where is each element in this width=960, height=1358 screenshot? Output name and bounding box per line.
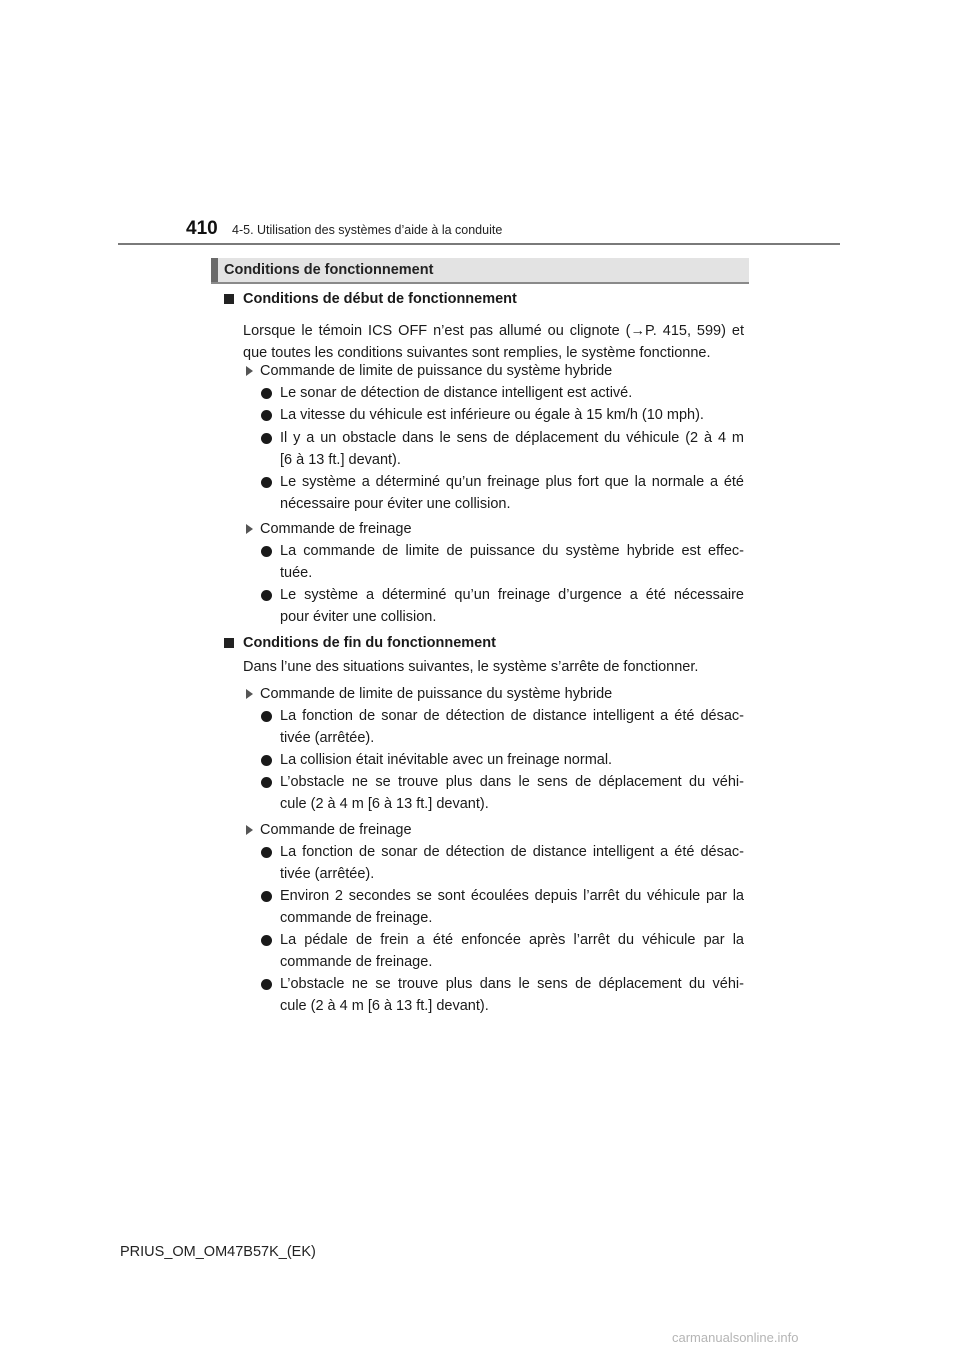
round-bullet-icon xyxy=(261,433,272,444)
list-item-cont: tivée (arrêtée). xyxy=(280,866,375,882)
paragraph-line: que toutes les conditions suivantes sont remplies, le système fonctionne. xyxy=(243,345,711,361)
round-bullet-icon xyxy=(261,891,272,902)
list-item: La pédale de frein a été enfoncée après l’arrêt du véhicule par la xyxy=(280,932,744,948)
list-item-cont: commande de freinage. xyxy=(280,954,433,970)
list-item: La commande de limite de puissance du système hybride est effec- xyxy=(280,543,744,559)
round-bullet-icon xyxy=(261,935,272,946)
paragraph-line: Lorsque le témoin ICS OFF n’est pas allumé ou clignote (→P. 415, 599) et xyxy=(243,323,744,339)
section-path: 4-5. Utilisation des systèmes d’aide à la conduite xyxy=(232,223,503,237)
list-item-cont: cule (2 à 4 m [6 à 13 ft.] devant). xyxy=(280,998,489,1014)
section-title-box xyxy=(211,258,749,284)
round-bullet-icon xyxy=(261,546,272,557)
sub-item-title: Commande de limite de puissance du système hybride xyxy=(260,363,613,379)
list-item-cont: cule (2 à 4 m [6 à 13 ft.] devant). xyxy=(280,796,489,812)
list-item: La vitesse du véhicule est inférieure ou égale à 15 km/h (10 mph). xyxy=(280,407,704,423)
paragraph-line: Dans l’une des situations suivantes, le système s’arrête de fonctionner. xyxy=(243,659,699,675)
list-item-cont: pour éviter une collision. xyxy=(280,609,437,625)
list-item: Le système a déterminé qu’un freinage d’urgence a été nécessaire xyxy=(280,587,744,603)
round-bullet-icon xyxy=(261,477,272,488)
list-item: Le système a déterminé qu’un freinage plus fort que la normale a été xyxy=(280,474,744,490)
round-bullet-icon xyxy=(261,847,272,858)
round-bullet-icon xyxy=(261,410,272,421)
round-bullet-icon xyxy=(261,590,272,601)
arrow-bullet-icon xyxy=(246,366,253,376)
footer-doc-code: PRIUS_OM_OM47B57K_(EK) xyxy=(120,1244,316,1260)
sub-item-title: Commande de limite de puissance du système hybride xyxy=(260,686,613,702)
section-title-bar xyxy=(211,258,218,282)
round-bullet-icon xyxy=(261,711,272,722)
list-item: Le sonar de détection de distance intelligent est activé. xyxy=(280,385,633,401)
list-item-cont: commande de freinage. xyxy=(280,910,433,926)
footer-watermark: carmanualsonline.info xyxy=(672,1330,799,1345)
list-item: Environ 2 secondes se sont écoulées depuis l’arrêt du véhicule par la xyxy=(280,888,744,904)
list-item-cont: tivée (arrêtée). xyxy=(280,730,375,746)
subheading-end: Conditions de fin du fonctionnement xyxy=(243,635,496,651)
sub-item-title: Commande de freinage xyxy=(260,822,412,838)
arrow-bullet-icon xyxy=(246,825,253,835)
sub-item-title: Commande de freinage xyxy=(260,521,412,537)
arrow-bullet-icon xyxy=(246,689,253,699)
list-item: Il y a un obstacle dans le sens de déplacement du véhicule (2 à 4 m xyxy=(280,430,744,446)
round-bullet-icon xyxy=(261,979,272,990)
list-item: L’obstacle ne se trouve plus dans le sens de déplacement du véhi- xyxy=(280,774,744,790)
list-item-cont: tuée. xyxy=(280,565,313,581)
list-item: La fonction de sonar de détection de distance intelligent a été désac- xyxy=(280,708,744,724)
round-bullet-icon xyxy=(261,388,272,399)
list-item: La fonction de sonar de détection de distance intelligent a été désac- xyxy=(280,844,744,860)
list-item-cont: [6 à 13 ft.] devant). xyxy=(280,452,401,468)
list-item-cont: nécessaire pour éviter une collision. xyxy=(280,496,511,512)
page-number: 410 xyxy=(186,218,218,239)
header-rule xyxy=(118,243,840,245)
square-bullet-icon xyxy=(224,638,234,648)
section-title: Conditions de fonctionnement xyxy=(224,262,434,278)
round-bullet-icon xyxy=(261,777,272,788)
arrow-bullet-icon xyxy=(246,524,253,534)
list-item: L’obstacle ne se trouve plus dans le sens de déplacement du véhi- xyxy=(280,976,744,992)
square-bullet-icon xyxy=(224,294,234,304)
round-bullet-icon xyxy=(261,755,272,766)
subheading-start: Conditions de début de fonctionnement xyxy=(243,291,517,307)
list-item: La collision était inévitable avec un freinage normal. xyxy=(280,752,613,768)
